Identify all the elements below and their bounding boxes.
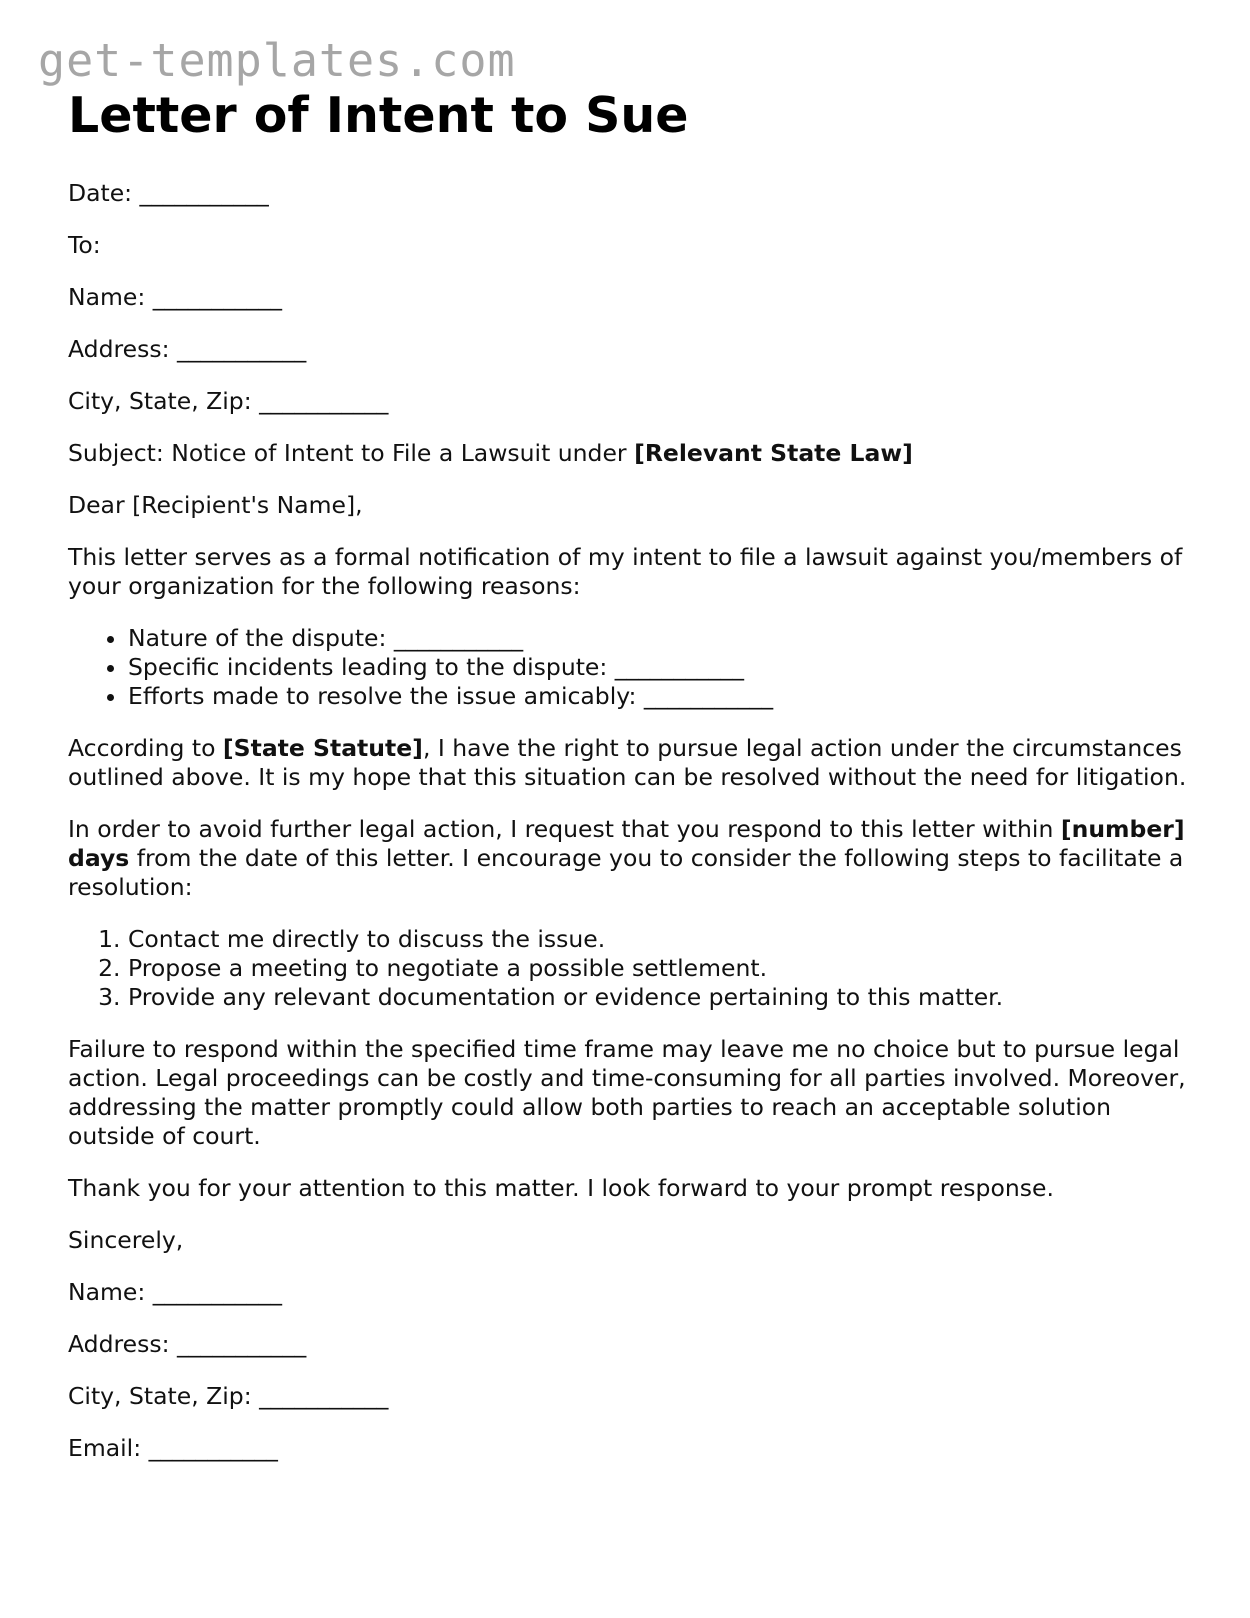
sender-address-field: Address: ___________ (68, 1330, 307, 1358)
subject-line (68, 439, 1188, 468)
salutation: Dear [Recipient's Name], (68, 491, 363, 519)
closing: Sincerely, (68, 1226, 184, 1254)
request-suffix: from the date of this letter. I encourage you to consider the following steps to facilitate a resolution: (68, 844, 1184, 901)
statute-prefix: According to (68, 734, 223, 762)
statute-suffix: , I have the right to pursue legal action under the circumstances outlined above. It is my hope that this situation can be resolved without the need for litigation. (68, 734, 1187, 791)
list-item: • Nature of the dispute: ___________ (128, 624, 1188, 653)
response-deadline: [number] days (68, 815, 1185, 872)
steps-list (68, 925, 1188, 1012)
subject-prefix: Subject: Notice of Intent to File a Lawsuit under (68, 439, 635, 467)
subject-law: [Relevant State Law] (634, 439, 913, 467)
statute-name: [State Statute] (222, 734, 423, 762)
thanks-paragraph: Thank you for your attention to this matter. I look forward to your prompt response. (68, 1174, 1054, 1202)
request-prefix: In order to avoid further legal action, I request that you respond to this letter within (68, 815, 1061, 843)
failure-paragraph: Failure to respond within the specified time frame may leave me no choice but to pursue legal action. Legal proceedings can be costly and time-consuming for all parties involved. Moreover, addressing the matter promptly could allow both parties to reach an acceptable solution outside of court. (68, 1035, 1186, 1150)
list-item: • Specific incidents leading to the dispute: ___________ (128, 653, 1188, 682)
sender-city-state-zip-field: City, State, Zip: ___________ (68, 1382, 389, 1410)
recipient-name-field: Name: ___________ (68, 283, 282, 311)
statute-paragraph (68, 734, 1188, 792)
letter-page (68, 88, 1188, 1463)
recipient-city-state-zip-field: City, State, Zip: ___________ (68, 387, 389, 415)
sender-email-field: Email: ___________ (68, 1434, 278, 1462)
request-paragraph (68, 815, 1188, 902)
intro-paragraph: This letter serves as a formal notification of my intent to file a lawsuit against you/members of your organization for the following reasons: (68, 543, 1183, 600)
list-item: • Efforts made to resolve the issue amicably: ___________ (128, 682, 1188, 711)
watermark-logo: get-templates.com (38, 34, 516, 87)
sender-name-field: Name: ___________ (68, 1278, 282, 1306)
list-item: 1. Contact me directly to discuss the issue. (128, 925, 1188, 954)
to-label: To: (68, 231, 101, 259)
reasons-list (68, 624, 1188, 711)
recipient-address-field: Address: ___________ (68, 335, 307, 363)
date-field: Date: ___________ (68, 179, 269, 207)
page-title: Letter of Intent to Sue (68, 87, 689, 144)
list-item: 2. Propose a meeting to negotiate a possible settlement. (128, 954, 1188, 983)
list-item: 3. Provide any relevant documentation or evidence pertaining to this matter. (128, 983, 1188, 1012)
